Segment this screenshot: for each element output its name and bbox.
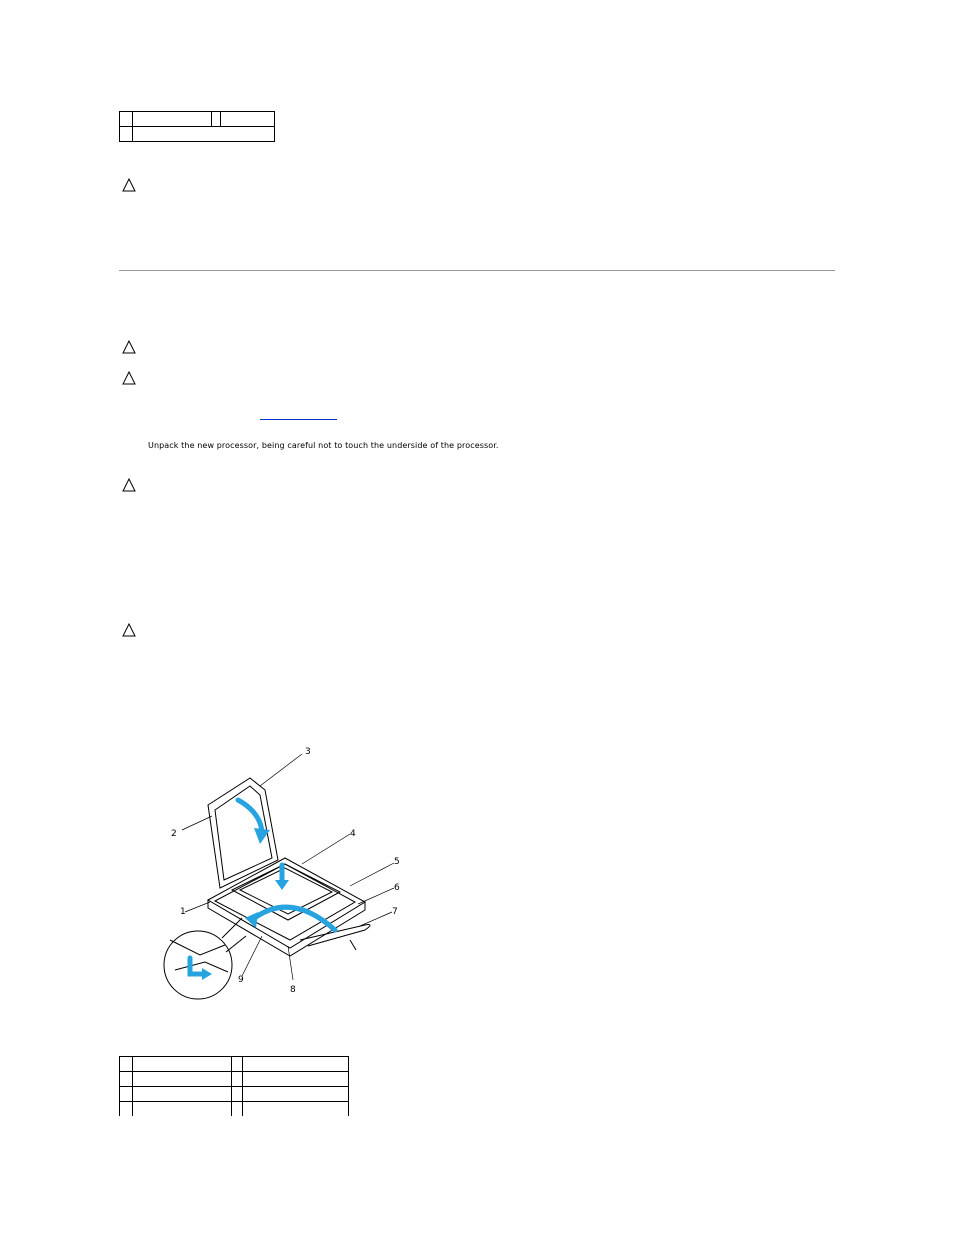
callout-number-cell: [212, 112, 221, 127]
top-legend-table: [119, 111, 275, 142]
callout-7: 7: [392, 907, 398, 917]
caution-icon: [122, 478, 136, 492]
table-row: [120, 112, 275, 127]
callout-label-cell: [243, 1072, 349, 1087]
table-row: [120, 1072, 349, 1087]
callout-number-cell: [120, 127, 133, 142]
callout-label-cell: [243, 1087, 349, 1102]
table-row: [120, 127, 275, 142]
caution-icon: [122, 178, 136, 192]
caution-icon: [122, 340, 136, 354]
callout-label-cell: [221, 112, 275, 127]
link-underline[interactable]: [260, 419, 337, 420]
callout-label-cell: [243, 1102, 349, 1117]
caution-icon: [122, 371, 136, 385]
section-divider: [119, 270, 835, 271]
processor-socket-illustration: [160, 740, 410, 1002]
callout-number-cell: [120, 112, 133, 127]
callout-number-cell: [120, 1057, 133, 1072]
callout-label-cell: [133, 1072, 232, 1087]
callout-number-cell: [232, 1057, 243, 1072]
callout-number-cell: [120, 1072, 133, 1087]
callout-label-cell: [133, 112, 212, 127]
callout-8: 8: [290, 985, 296, 995]
callout-label-cell: [133, 1057, 232, 1072]
table-row: [120, 1057, 349, 1072]
table-row: [120, 1087, 349, 1102]
callout-2: 2: [171, 829, 177, 839]
callout-5: 5: [394, 857, 400, 867]
table-row: [120, 1102, 349, 1117]
callout-6: 6: [394, 883, 400, 893]
callout-4: 4: [350, 829, 356, 839]
callout-3: 3: [305, 747, 311, 757]
caution-icon: [122, 623, 136, 637]
callout-label-cell: [133, 1087, 232, 1102]
callout-number-cell: [232, 1087, 243, 1102]
bottom-legend-table: [119, 1056, 349, 1116]
callout-number-cell: [120, 1102, 133, 1117]
callout-1: 1: [180, 907, 186, 917]
callout-9: 9: [238, 975, 244, 985]
step-unpack-processor: Unpack the new processor, being careful not to touch the underside of the processor.: [148, 441, 499, 450]
callout-number-cell: [232, 1102, 243, 1117]
callout-label-cell: [243, 1057, 349, 1072]
callout-label-cell: [133, 127, 275, 142]
callout-number-cell: [120, 1087, 133, 1102]
callout-label-cell: [133, 1102, 232, 1117]
callout-number-cell: [232, 1072, 243, 1087]
